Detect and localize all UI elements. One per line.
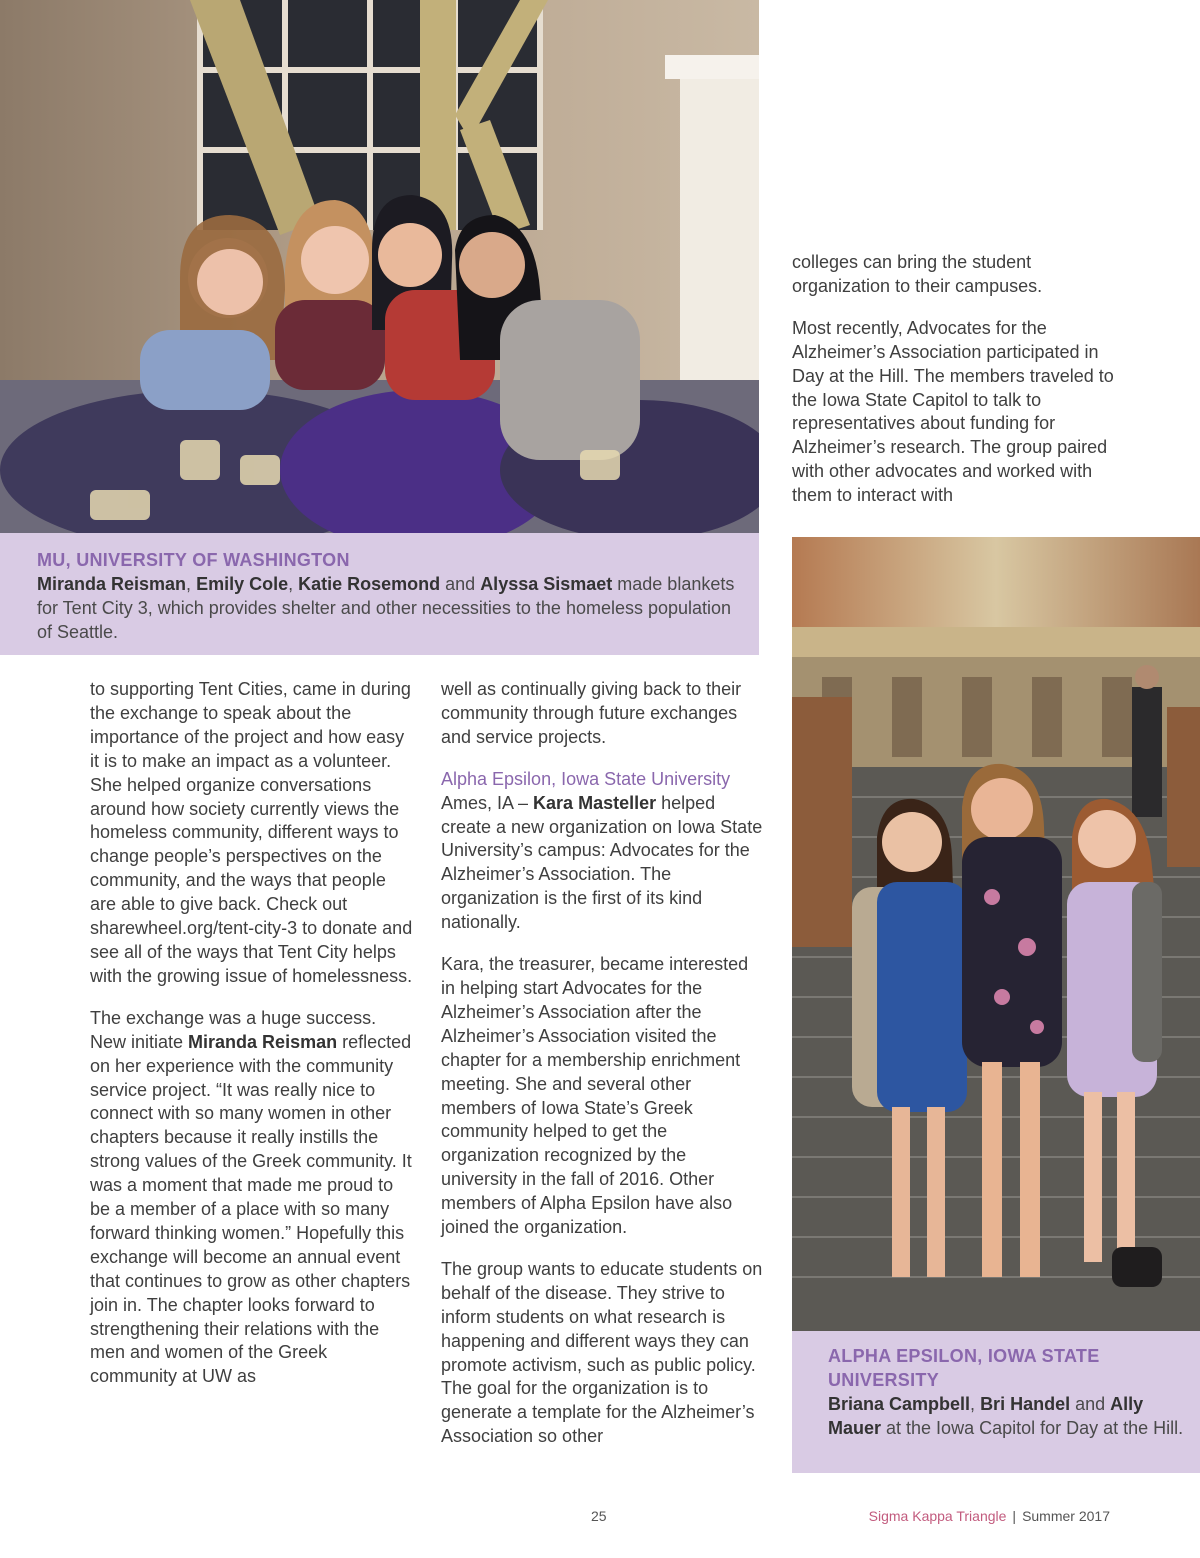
caption-text — [37, 572, 739, 644]
photo-image — [0, 0, 759, 533]
section-heading: Alpha Epsilon, Iowa State University — [441, 768, 731, 789]
paragraph: well as continually giving back to their community through future exchanges and service projects. — [441, 679, 742, 747]
caption-name: Emily Cole — [196, 574, 289, 594]
caption-name: Bri Handel — [980, 1394, 1071, 1414]
caption-separator: , — [288, 574, 299, 594]
caption-text — [828, 1392, 1186, 1440]
photo-caption-alpha-epsilon — [792, 1331, 1200, 1473]
caption-heading: ALPHA EPSILON, IOWA STATE UNIVERSITY — [828, 1346, 1100, 1390]
paragraph — [90, 1007, 415, 1390]
caption-separator: , — [186, 574, 197, 594]
article-column-3 — [792, 251, 1117, 526]
publication-name: Sigma Kappa Triangle — [868, 1508, 1007, 1524]
paragraph-text: reflected on her experience with the community service project. “It was really nice to connect with so many women in other chapters because it really instills the strong values of the Greek community. It was a moment that made me proud to be a member of a place with so many forward thinking women.” Hopefully this exchange will become an annual event that continues to grow as other chapters join in. The chapter looks forward to strengthening their relations with the men and women of the Greek community at UW as — [90, 1031, 412, 1387]
issue-label: Summer 2017 — [1022, 1508, 1110, 1524]
article-column-1 — [90, 678, 415, 1407]
photo-image — [792, 537, 1200, 1331]
paragraph: Kara, the treasurer, became interested in helping start Advocates for the Alzheimer’s Association after the Alzheimer’s Association visited the chapter for a membership enrichment meeting. She and several other members of Iowa State’s Greek community helped to get the organization recognized by the university in the fall of 2016. Other members of Alpha Epsilon have also joined the organization. — [441, 954, 749, 1238]
person-name: Kara Masteller — [533, 792, 657, 813]
paragraph: Most recently, Advocates for the Alzheimer’s Association participated in Day at the Hill. The members traveled to the Iowa State Capitol to talk to representatives about funding for Alzheimer’s research. The group paired with other advocates and worked with them to interact with — [792, 317, 1114, 506]
photo-mu-washington — [0, 0, 759, 533]
person-name: Miranda Reisman — [188, 1031, 338, 1052]
photo-alpha-epsilon — [792, 537, 1200, 1331]
caption-name: Alyssa Sismaet — [480, 574, 613, 594]
caption-name: Ally Mauer — [828, 1394, 1144, 1438]
caption-body: made blankets for Tent City 3, which provides shelter and other necessities to the homeless population of Seattle. — [37, 574, 735, 642]
paragraph — [441, 768, 763, 935]
caption-name: Katie Rosemond — [298, 574, 441, 594]
caption-name: Briana Campbell — [828, 1394, 971, 1414]
article-column-2 — [441, 678, 763, 1467]
paragraph-text: helped create a new organization on Iowa State University’s campus: Advocates for the Alzheimer’s Association. The organization is the first of its kind nationally. — [441, 792, 763, 933]
caption-separator: and — [1070, 1394, 1111, 1414]
caption-separator: , — [970, 1394, 981, 1414]
caption-separator: and — [440, 574, 481, 594]
paragraph-text: The exchange was a huge success. New initiate — [90, 1007, 377, 1052]
publication-footer — [869, 1507, 1110, 1525]
caption-heading: MU, UNIVERSITY OF WASHINGTON — [37, 550, 350, 570]
footer-separator: | — [1012, 1508, 1017, 1524]
caption-body: at the Iowa Capitol for Day at the Hill. — [881, 1418, 1184, 1438]
page-number: 25 — [591, 1508, 607, 1524]
paragraph: to supporting Tent Cities, came in during the exchange to speak about the importance of the project and how easy it is to make an impact as a volunteer. She helped organize conversations around how society currently views the homeless community, different ways to change people’s perspectives on the community, and the ways that people are able to give back. Check out sharewheel.org/tent-city-3 to donate and see all of the ways that Tent City helps with the growing issue of homelessness. — [90, 679, 413, 986]
paragraph-text: Ames, IA – — [441, 792, 534, 813]
paragraph: The group wants to educate students on behalf of the disease. They strive to inform students on what research is happening and different ways they can promote activism, such as public policy. The goal for the organization is to generate a template for the Alzheimer’s Association so other — [441, 1258, 763, 1447]
paragraph: colleges can bring the student organization to their campuses. — [792, 252, 1043, 296]
photo-caption-mu — [0, 533, 759, 655]
caption-name: Miranda Reisman — [37, 574, 187, 594]
